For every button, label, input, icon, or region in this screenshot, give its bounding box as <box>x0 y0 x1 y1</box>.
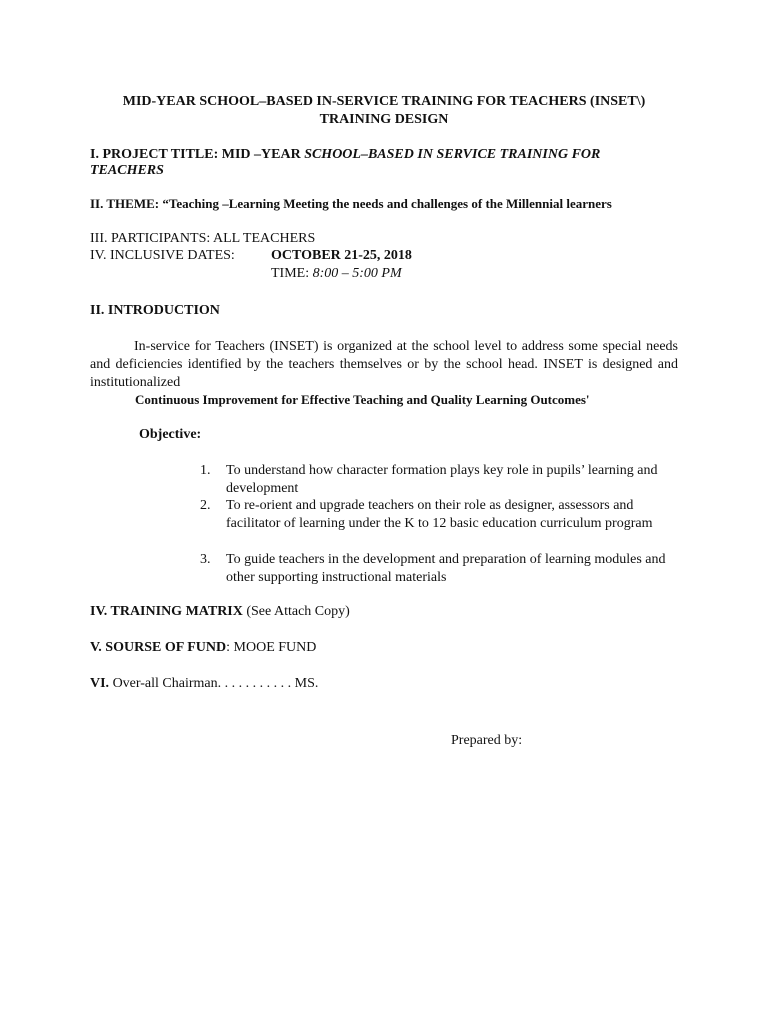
project-title-label: I. PROJECT TITLE: MID –YEAR <box>90 147 305 162</box>
time-value: 8:00 – 5:00 PM <box>312 266 402 281</box>
objective-item-text: To understand how character formation plays key role in pupils’ learning and development <box>226 463 658 496</box>
objective-item-number: 2. <box>200 498 211 513</box>
objective-heading: Objective: <box>139 427 202 442</box>
objective-item-number: 3. <box>200 552 211 567</box>
chairman-label: VI. <box>90 676 110 691</box>
introduction-tagline: Continuous Improvement for Effective Teaching and Quality Learning Outcomes' <box>135 392 590 407</box>
time-line <box>271 266 402 282</box>
objective-item-text: To re-orient and upgrade teachers on their role as designer, assessors and facilitator of learning under the K to 12 basic education curriculum program <box>226 498 653 531</box>
time-label: TIME: <box>271 266 313 281</box>
document-title-line2: TRAINING DESIGN <box>319 112 449 127</box>
project-title-value-cont: TEACHERS <box>90 163 164 178</box>
chairman-line <box>90 676 318 692</box>
fund-line <box>90 640 316 656</box>
training-matrix-note: (See Attach Copy) <box>242 604 350 619</box>
prepared-by: Prepared by: <box>451 733 523 748</box>
objective-item-text: To guide teachers in the development and preparation of learning modules and other supporting instructional materials <box>226 552 666 585</box>
training-matrix-label: IV. TRAINING MATRIX <box>90 604 243 619</box>
dates-value: OCTOBER 21-25, 2018 <box>271 248 412 263</box>
participants-line: III. PARTICIPANTS: ALL TEACHERS <box>90 231 316 246</box>
document-title-line1: MID-YEAR SCHOOL–BASED IN-SERVICE TRAINING FOR TEACHERS (INSET\) <box>122 94 646 109</box>
fund-label: V. SOURSE OF FUND <box>90 640 227 655</box>
chairman-text: Over-all Chairman. . . . . . . . . . . MS. <box>109 676 319 691</box>
project-title-value: SCHOOL–BASED IN SERVICE TRAINING FOR <box>304 147 601 162</box>
fund-value: MOOE FUND <box>230 640 317 655</box>
theme-line: II. THEME: “Teaching –Learning Meeting the needs and challenges of the Millennial learners <box>90 196 612 211</box>
fund-colon: : <box>226 640 231 655</box>
project-title <box>90 147 600 163</box>
training-matrix-line <box>90 604 350 620</box>
introduction-heading: II. INTRODUCTION <box>90 303 220 318</box>
objective-item-number: 1. <box>200 463 211 478</box>
introduction-paragraph: In-service for Teachers (INSET) is organized at the school level to address some special needs and deficiencies identified by the teachers themselves or by the school head. INSET is designed and institutionalized <box>90 339 678 390</box>
dates-label: IV. INCLUSIVE DATES: <box>90 248 235 263</box>
